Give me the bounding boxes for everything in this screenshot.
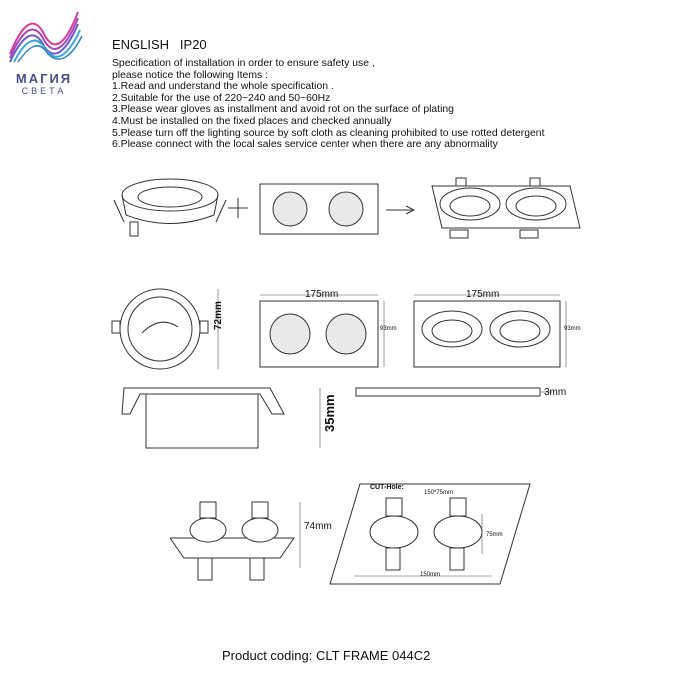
- cut-height-label: 75mm: [486, 532, 503, 538]
- instruction-item: 3.Please wear gloves as installment and avoid rot on the surface of plating: [112, 104, 454, 116]
- brand-sub: СВЕТА: [21, 86, 67, 96]
- page-heading: [112, 37, 207, 52]
- instructions: [112, 58, 672, 151]
- diameter-label: 72mm: [213, 301, 224, 330]
- fixture-height-label: 74mm: [304, 521, 332, 532]
- instruction-item: 5.Please turn off the lighting source by soft cloth as cleaning prohibited to use rotted detergent: [112, 127, 545, 139]
- plate-dimension-drawing: [260, 295, 384, 367]
- brand-name: МАГИЯ: [15, 71, 73, 86]
- assembled-frame-drawing: [432, 178, 580, 238]
- thickness-label: 3mm: [544, 387, 567, 398]
- brand-logo: [4, 4, 84, 94]
- intro-line-2: please notice the following Items :: [112, 69, 268, 81]
- ip-rating: IP20: [179, 37, 207, 52]
- side-view-diagram: [120, 380, 580, 455]
- cut-hole-label: CUT-Hole:: [370, 484, 404, 491]
- frame-height-label: 93mm: [564, 326, 581, 332]
- product-coding: Product coding: CLT FRAME 044C2: [222, 648, 431, 663]
- cut-width-label: 150mm: [420, 572, 441, 578]
- plate-width-label: 175mm: [305, 289, 339, 300]
- double-plate-drawing: [260, 184, 378, 234]
- frame-width-label: 175mm: [466, 289, 500, 300]
- logo-wave-icon: [4, 4, 84, 64]
- single-downlight-drawing: [114, 179, 226, 236]
- instruction-item: 1.Read and understand the whole specification .: [112, 81, 334, 93]
- instruction-item: 6.Please connect with the local sales service center when there are any abnormality: [112, 139, 498, 151]
- top-view-diagram: [100, 285, 600, 370]
- assembly-diagram: [100, 170, 600, 255]
- language-label: ENGLISH: [112, 37, 170, 52]
- round-top-view-drawing: [112, 289, 218, 369]
- intro-line-1: Specification of installation in order to ensure safety use ,: [112, 58, 375, 69]
- plus-icon: [228, 198, 248, 218]
- instruction-item: 4.Must be installed on the fixed places and checked annually: [112, 115, 392, 127]
- frame-dimension-drawing: [414, 295, 566, 367]
- depth-label: 35mm: [322, 394, 337, 432]
- cut-hole-size-label: 150*75mm: [424, 490, 454, 496]
- arrow-right-icon: [386, 206, 414, 214]
- side-view-drawing: [122, 388, 320, 448]
- plate-height-label: 93mm: [380, 326, 397, 332]
- fixture-side-drawing: [170, 502, 300, 580]
- instruction-item: 2.Suitable for the use of 220~240 and 50~60Hz: [112, 92, 331, 104]
- installation-diagram: [170, 480, 540, 590]
- plate-thickness-drawing: [356, 388, 552, 396]
